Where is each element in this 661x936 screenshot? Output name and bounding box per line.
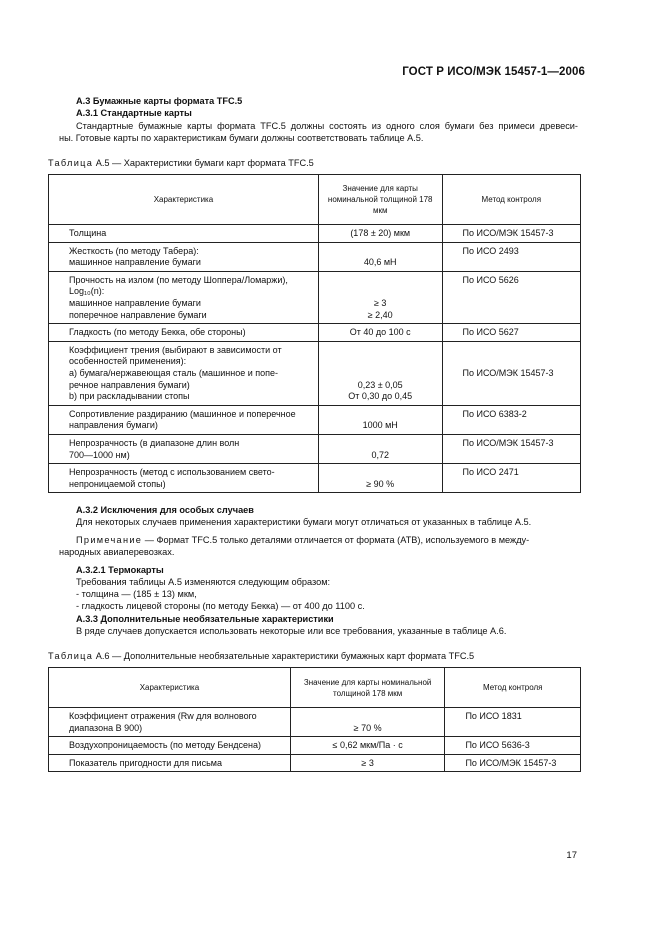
note-line1: Примечание — Формат TFC.5 только деталями отличается от формата (ATB), используемого в между- xyxy=(76,535,530,545)
table-row: Прочность на излом (по методу Шоппера/Ломаржи), Log₁₀(n): машинное направление бумаги поперечное направление бумаги ≥ 3 ≥ 2,40 По ИСО 5626 xyxy=(49,271,581,323)
table-a5 xyxy=(48,174,581,493)
table-row: Коэффициент отражения (Rw для волнового диапазона B 900) ≥ 70 % По ИСО 1831 xyxy=(49,708,581,737)
note-line2: народных авиаперевозках. xyxy=(59,547,175,557)
table-row: Коэффициент трения (выбирают в зависимости от особенностей применения): а) бумага/нержавеющая сталь (машинное и попе- речное направления бумаги) b) при раскладывании стопы 0,23 ± 0,05 От 0,30 до 0,45 По ИСО/МЭК 15457-3 xyxy=(49,341,581,405)
table5-header-row xyxy=(49,175,581,225)
table6-caption: Таблица А.6 — Дополнительные необязательные характеристики бумажных карт формата TFC.5 xyxy=(48,651,475,661)
table-row: Показатель пригодности для письма ≥ 3 По ИСО/МЭК 15457-3 xyxy=(49,754,581,772)
table-row: Толщина (178 ± 20) мкм По ИСО/МЭК 15457-3 xyxy=(49,225,581,243)
table6-header-value: Значение для карты номинальной толщиной 178 мкм xyxy=(290,668,445,708)
table6-header-characteristic: Характеристика xyxy=(49,668,291,708)
table5-header-method: Метод контроля xyxy=(442,175,580,225)
intro-paragraph-line1: Стандартные бумажные карты формата TFC.5 должны состоять из одного слоя бумаги без примеси древеси- xyxy=(76,121,578,131)
subsection-title: А.3.1 Стандартные карты xyxy=(76,108,192,118)
section-title: А.3 Бумажные карты формата TFC.5 xyxy=(76,96,243,106)
section-a33-title: А.3.3 Дополнительные необязательные характеристики xyxy=(76,614,334,624)
table-row: Гладкость (по методу Бекка, обе стороны) От 40 до 100 с По ИСО 5627 xyxy=(49,324,581,342)
table-a6 xyxy=(48,667,581,772)
page-number: 17 xyxy=(566,850,577,861)
table-row: Воздухопроницаемость (по методу Бендсена) ≤ 0,62 мкм/Па · с По ИСО 5636-3 xyxy=(49,737,581,755)
table-row: Непрозрачность (метод с использованием свето- непроницаемой стопы) ≥ 90 % По ИСО 2471 xyxy=(49,464,581,493)
section-a321-text: Требования таблицы А.5 изменяются следующим образом: xyxy=(76,577,331,587)
table6-header-method: Метод контроля xyxy=(445,668,581,708)
table6-header-row xyxy=(49,668,581,708)
section-a32-text: Для некоторых случаев применения характеристики бумаги могут отличаться от указанных в таблице А.5. xyxy=(76,517,532,527)
document-header: ГОСТ Р ИСО/МЭК 15457-1—2006 xyxy=(402,66,585,78)
table5-caption: Таблица А.5 — Характеристики бумаги карт формата TFC.5 xyxy=(48,158,314,168)
table-row: Сопротивление раздиранию (машинное и поперечное направления бумаги) 1000 мН По ИСО 6383-2 xyxy=(49,405,581,434)
section-a33-text: В ряде случаев допускается использовать некоторые или все требования, указанные в таблице А.6. xyxy=(76,626,507,636)
section-a321-item2: - гладкость лицевой стороны (по методу Бекка) — от 400 до 1100 с. xyxy=(76,601,365,611)
section-a321-item1: - толщина — (185 ± 13) мкм, xyxy=(76,589,197,599)
section-a32-title: А.3.2 Исключения для особых случаев xyxy=(76,505,254,515)
table-row: Жесткость (по методу Табера): машинное направление бумаги 40,6 мН По ИСО 2493 xyxy=(49,242,581,271)
table-row: Непрозрачность (в диапазоне длин волн 700—1000 нм) 0,72 По ИСО/МЭК 15457-3 xyxy=(49,434,581,463)
intro-paragraph-line2: ны. Готовые карты по характеристикам бумаги должны соответствовать таблице А.5. xyxy=(59,133,424,143)
table5-header-value: Значение для карты номинальной толщиной 178 мкм xyxy=(318,175,442,225)
section-a321-title: А.3.2.1 Термокарты xyxy=(76,565,164,575)
table5-header-characteristic: Характеристика xyxy=(49,175,319,225)
